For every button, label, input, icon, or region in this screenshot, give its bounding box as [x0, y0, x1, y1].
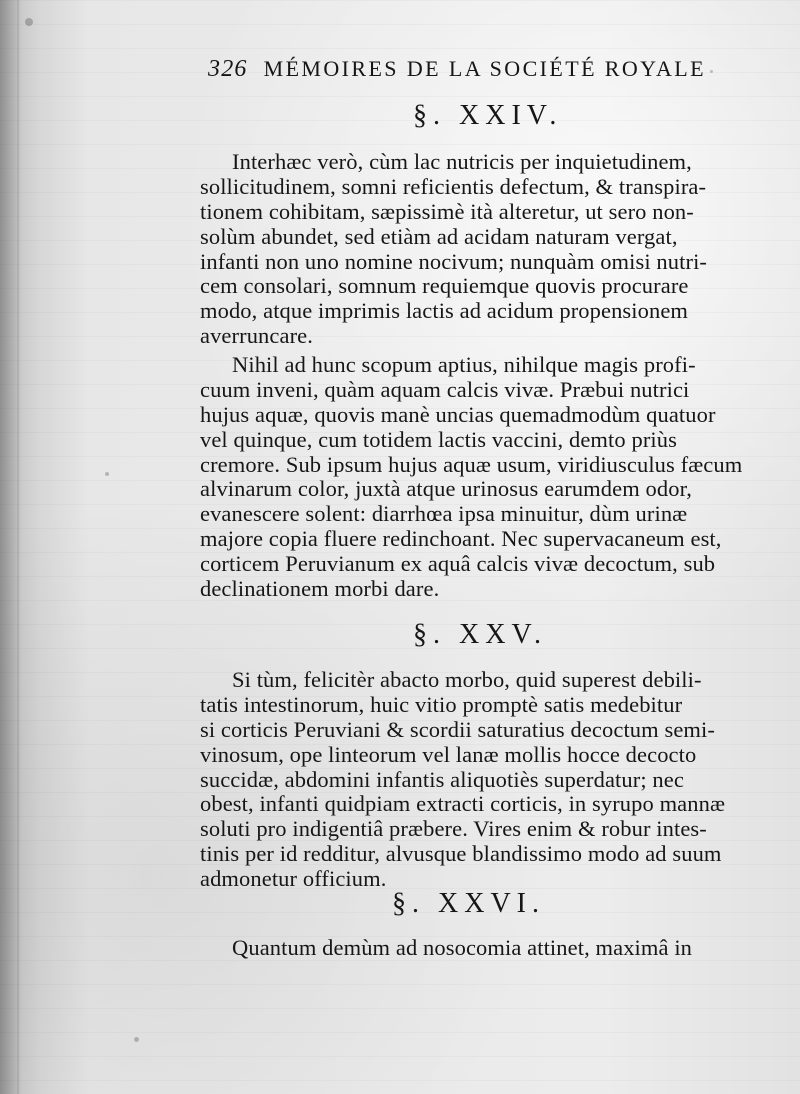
text-line: hujus aquæ, quovis manè uncias quemadmodùm quatuor — [200, 401, 716, 427]
text-line: tatis intestinorum, huic vitio promptè satis medebitur — [200, 691, 683, 717]
text-line: vel quinque, cum totidem lactis vaccini, demto priùs — [200, 426, 677, 452]
text-line: modo, atque imprimis lactis ad acidum propensionem — [200, 298, 689, 324]
text-line: declinationem morbi dare. — [200, 576, 440, 602]
paper-speck — [25, 18, 33, 26]
page-number: 326 — [208, 56, 248, 82]
text-line: cem consolari, somnum requiemque quovis procurare — [200, 273, 689, 299]
page-header — [208, 56, 706, 83]
paper-speck — [710, 70, 713, 73]
section-26-paragraph-1 — [200, 936, 752, 961]
text-line: infanti non uno nomine nocivum; nunquàm omisi nutri- — [200, 248, 708, 274]
text-line: Si tùm, felicitèr abacto morbo, quid superest debili- — [232, 667, 702, 692]
text-line: sollicitudinem, somni reficientis defectum, & transpira- — [200, 173, 707, 199]
text-line: tinis per id redditur, alvusque blandissimo modo ad suum — [200, 841, 722, 867]
section-heading-25: §. XXV. — [413, 619, 548, 650]
text-line: averruncare. — [200, 323, 313, 349]
text-line: evanescere solent: diarrhœa ipsa minuitur, dùm urinæ — [200, 501, 688, 527]
text-line: Nihil ad hunc scopum aptius, nihilque magis profi- — [232, 352, 696, 377]
text-line: vinosum, ope linteorum vel lanæ mollis hocce decocto — [200, 741, 697, 767]
text-line: tionem cohibitam, sæpissimè ità alteretur, ut sero non- — [200, 198, 694, 224]
page-edge-line — [17, 0, 19, 1094]
text-line: corticem Peruvianum ex aquâ calcis vivæ decoctum, sub — [200, 551, 716, 577]
section-24-paragraph-2 — [200, 353, 765, 602]
text-line: cuum inveni, quàm aquam calcis vivæ. Præbui nutrici — [200, 376, 690, 402]
text-line: soluti pro indigentiâ præbere. Vires enim & robur intes- — [200, 816, 707, 842]
section-24-paragraph-1 — [200, 150, 765, 349]
text-line: Quantum demùm ad nosocomia attinet, maximâ in — [232, 935, 693, 960]
section-heading-24: §. XXIV. — [413, 100, 563, 131]
text-line: si corticis Peruviani & scordii saturatius decoctum semi- — [200, 716, 715, 742]
paper-speck — [134, 1037, 139, 1042]
text-line: obest, infanti quidpiam extracti corticis, in syrupo mannæ — [200, 791, 726, 817]
text-line: Interhæc verò, cùm lac nutricis per inquietudinem, — [232, 149, 692, 174]
text-line: alvinarum color, juxtà atque urinosus earumdem odor, — [200, 476, 693, 502]
text-line: succidæ, abdomini infantis aliquotiès superdatur; nec — [200, 766, 684, 792]
text-line: cremore. Sub ipsum hujus aquæ usum, viridiusculus fæcum — [200, 451, 743, 477]
section-heading-26: §. XXVI. — [392, 888, 545, 919]
text-line: admonetur officium. — [200, 866, 387, 892]
section-25-paragraph-1 — [200, 668, 752, 892]
text-line: solùm abundet, sed etiàm ad acidam naturam vergat, — [200, 223, 678, 249]
paper-speck — [105, 472, 109, 476]
text-line: majore copia fluere redinchoant. Nec supervacaneum est, — [200, 526, 722, 552]
running-title: MÉMOIRES DE LA SOCIÉTÉ ROYALE — [263, 56, 706, 81]
